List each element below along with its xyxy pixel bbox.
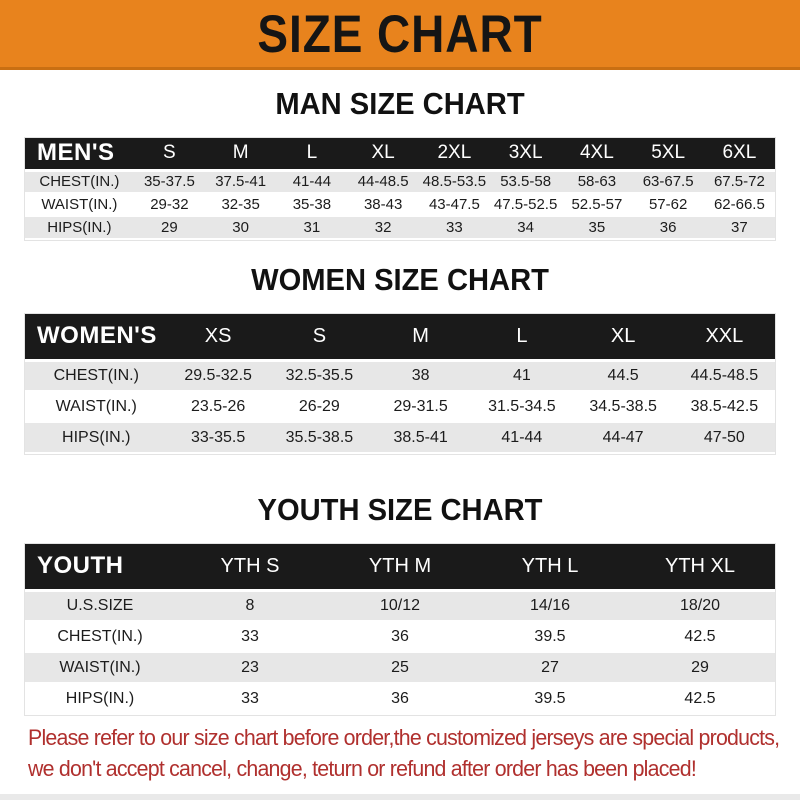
size-column-header: M xyxy=(370,314,471,360)
size-chart-sections xyxy=(0,70,800,715)
size-cell: 31 xyxy=(276,216,347,239)
size-column-header: L xyxy=(276,138,347,170)
section-heading-men: MAN SIZE CHART xyxy=(275,86,525,121)
size-column-header: M xyxy=(205,138,276,170)
table-row xyxy=(25,216,775,239)
size-cell: 14/16 xyxy=(475,590,625,621)
size-cell: 10/12 xyxy=(325,590,475,621)
size-cell: 52.5-57 xyxy=(561,193,632,216)
size-cell: 47-50 xyxy=(674,422,775,453)
table-header-row xyxy=(25,138,775,170)
size-cell: 41-44 xyxy=(276,170,347,193)
youth-table-label: YOUTH xyxy=(25,544,175,590)
size-column-header: XXL xyxy=(674,314,775,360)
size-cell: 32 xyxy=(348,216,419,239)
size-cell: 57-62 xyxy=(633,193,704,216)
row-label: HIPS(IN.) xyxy=(25,683,175,714)
size-cell: 35-38 xyxy=(276,193,347,216)
size-cell: 37.5-41 xyxy=(205,170,276,193)
bottom-strip xyxy=(0,794,800,800)
size-cell: 63-67.5 xyxy=(633,170,704,193)
table-row xyxy=(25,170,775,193)
size-column-header: YTH XL xyxy=(625,544,775,590)
size-cell: 67.5-72 xyxy=(704,170,775,193)
size-column-header: YTH L xyxy=(475,544,625,590)
size-cell: 34 xyxy=(490,216,561,239)
disclaimer xyxy=(0,722,800,794)
size-cell: 41 xyxy=(471,360,572,391)
size-cell: 38.5-42.5 xyxy=(674,391,775,422)
size-cell: 48.5-53.5 xyxy=(419,170,490,193)
size-cell: 41-44 xyxy=(471,422,572,453)
size-column-header: L xyxy=(471,314,572,360)
section-heading-women: WOMEN SIZE CHART xyxy=(251,262,549,297)
size-cell: 42.5 xyxy=(625,621,775,652)
size-cell: 32.5-35.5 xyxy=(269,360,370,391)
size-column-header: YTH S xyxy=(175,544,325,590)
size-cell: 29-31.5 xyxy=(370,391,471,422)
size-cell: 27 xyxy=(475,652,625,683)
size-section-youth xyxy=(0,492,800,715)
row-label: WAIST(IN.) xyxy=(25,391,168,422)
row-label: U.S.SIZE xyxy=(25,590,175,621)
size-cell: 29 xyxy=(134,216,205,239)
size-cell: 36 xyxy=(325,683,475,714)
size-cell: 23.5-26 xyxy=(168,391,269,422)
row-label: HIPS(IN.) xyxy=(25,216,134,239)
size-cell: 29.5-32.5 xyxy=(168,360,269,391)
size-cell: 29 xyxy=(625,652,775,683)
size-cell: 53.5-58 xyxy=(490,170,561,193)
size-cell: 42.5 xyxy=(625,683,775,714)
section-heading-youth: YOUTH SIZE CHART xyxy=(257,492,543,527)
size-cell: 44.5 xyxy=(573,360,674,391)
size-cell: 44-47 xyxy=(573,422,674,453)
women-table-label: WOMEN'S xyxy=(25,314,168,360)
row-label: CHEST(IN.) xyxy=(25,360,168,391)
row-label: WAIST(IN.) xyxy=(25,652,175,683)
size-cell: 36 xyxy=(633,216,704,239)
women-size-table xyxy=(25,314,775,454)
size-cell: 33 xyxy=(175,683,325,714)
table-row xyxy=(25,422,775,453)
size-cell: 35 xyxy=(561,216,632,239)
size-section-men xyxy=(0,86,800,240)
row-label: CHEST(IN.) xyxy=(25,621,175,652)
size-cell: 29-32 xyxy=(134,193,205,216)
size-cell: 31.5-34.5 xyxy=(471,391,572,422)
size-cell: 44.5-48.5 xyxy=(674,360,775,391)
page-title: SIZE CHART xyxy=(257,4,543,63)
size-column-header: XL xyxy=(573,314,674,360)
size-cell: 35-37.5 xyxy=(134,170,205,193)
size-cell: 25 xyxy=(325,652,475,683)
men-table-label: MEN'S xyxy=(25,138,134,170)
size-cell: 62-66.5 xyxy=(704,193,775,216)
size-cell: 37 xyxy=(704,216,775,239)
size-cell: 33 xyxy=(175,621,325,652)
size-cell: 32-35 xyxy=(205,193,276,216)
men-size-table xyxy=(25,138,775,240)
size-cell: 33-35.5 xyxy=(168,422,269,453)
size-cell: 38.5-41 xyxy=(370,422,471,453)
size-cell: 35.5-38.5 xyxy=(269,422,370,453)
table-row xyxy=(25,621,775,652)
size-column-header: 2XL xyxy=(419,138,490,170)
size-cell: 44-48.5 xyxy=(348,170,419,193)
table-row xyxy=(25,683,775,714)
size-cell: 38 xyxy=(370,360,471,391)
row-label: HIPS(IN.) xyxy=(25,422,168,453)
size-column-header: 4XL xyxy=(561,138,632,170)
size-column-header: YTH M xyxy=(325,544,475,590)
size-cell: 39.5 xyxy=(475,683,625,714)
size-cell: 36 xyxy=(325,621,475,652)
size-cell: 23 xyxy=(175,652,325,683)
table-row xyxy=(25,652,775,683)
size-cell: 58-63 xyxy=(561,170,632,193)
size-cell: 26-29 xyxy=(269,391,370,422)
row-label: CHEST(IN.) xyxy=(25,170,134,193)
size-cell: 33 xyxy=(419,216,490,239)
size-column-header: 3XL xyxy=(490,138,561,170)
row-label: WAIST(IN.) xyxy=(25,193,134,216)
size-cell: 34.5-38.5 xyxy=(573,391,674,422)
size-column-header: 5XL xyxy=(633,138,704,170)
size-section-women xyxy=(0,262,800,454)
size-chart-banner xyxy=(0,0,800,70)
size-column-header: S xyxy=(134,138,205,170)
table-row xyxy=(25,391,775,422)
youth-size-table xyxy=(25,544,775,715)
table-row xyxy=(25,193,775,216)
size-column-header: 6XL xyxy=(704,138,775,170)
disclaimer-line-1: Please refer to our size chart before order,the customized jerseys are special products, xyxy=(28,724,780,750)
size-cell: 8 xyxy=(175,590,325,621)
size-cell: 43-47.5 xyxy=(419,193,490,216)
size-column-header: S xyxy=(269,314,370,360)
size-cell: 30 xyxy=(205,216,276,239)
table-row xyxy=(25,360,775,391)
table-header-row xyxy=(25,314,775,360)
size-cell: 39.5 xyxy=(475,621,625,652)
size-cell: 47.5-52.5 xyxy=(490,193,561,216)
size-column-header: XL xyxy=(348,138,419,170)
size-cell: 38-43 xyxy=(348,193,419,216)
size-column-header: XS xyxy=(168,314,269,360)
table-row xyxy=(25,590,775,621)
disclaimer-line-2: we don't accept cancel, change, teturn or refund after order has been placed! xyxy=(28,755,696,781)
table-header-row xyxy=(25,544,775,590)
size-cell: 18/20 xyxy=(625,590,775,621)
